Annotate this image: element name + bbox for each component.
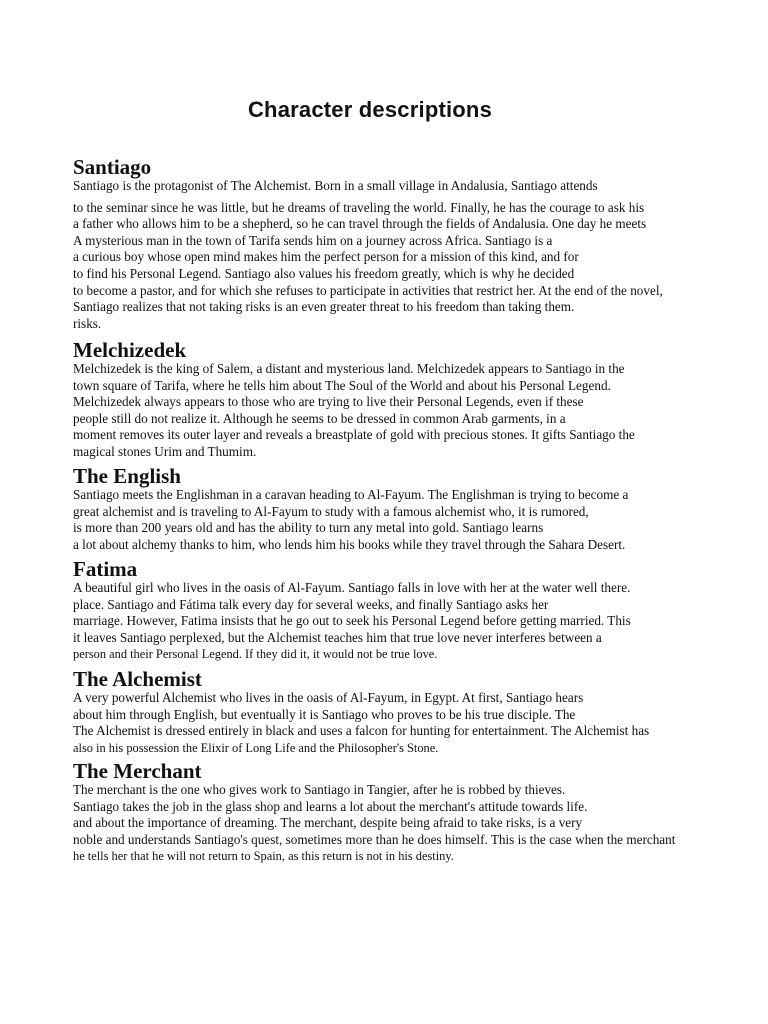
paragraph-line: is more than 200 years old and has the ability to turn any metal into gold. Santiago learns	[73, 520, 544, 536]
paragraph-line: people still do not realize it. Although he seems to be dressed in common Arab garments, in a	[73, 410, 566, 426]
paragraph-line: a father who allows him to be a shepherd, so he can travel through the fields of Andalusia. One day he meets	[73, 216, 647, 232]
paragraph-line: noble and understands Santiago's quest, sometimes more than he does himself. This is the case when the merchant	[73, 831, 676, 847]
paragraph-line: also in his possession the Elixir of Long Life and the Philosopher's Stone.	[73, 740, 439, 755]
paragraph-line: Melchizedek is the king of Salem, a distant and mysterious land. Melchizedek appears to Santiago in the	[73, 361, 625, 376]
paragraph-line: Santiago meets the Englishman in a caravan heading to Al-Fayum. The Englishman is trying to become a	[73, 487, 629, 502]
paragraph-line: moment removes its outer layer and reveals a breastplate of gold with precious stones. It gifts Santiago the	[73, 427, 635, 443]
paragraph-line: a lot about alchemy thanks to him, who lends him his books while they travel through the Sahara Desert.	[73, 536, 626, 552]
page-title: Character descriptions	[247, 97, 493, 122]
paragraph-line: and about the importance of dreaming. The merchant, despite being afraid to take risks, is a very	[73, 815, 583, 831]
paragraph-line: Melchizedek always appears to those who are trying to live their Personal Legends, even if these	[73, 394, 584, 410]
section-the-merchant	[73, 760, 763, 865]
section-santiago	[73, 156, 763, 332]
paragraph-line: The merchant is the one who gives work to Santiago in Tangier, after he is robbed by thieves.	[73, 782, 566, 797]
section-melchizedek	[73, 339, 763, 461]
section-heading: The Merchant	[73, 759, 202, 783]
paragraph-line: to the seminar since he was little, but he dreams of traveling the world. Finally, he has the courage to ask his	[73, 199, 645, 215]
paragraph-line: place. Santiago and Fátima talk every day for several weeks, and finally Santiago asks her	[73, 596, 549, 612]
section-fatima	[73, 558, 763, 663]
section-the-alchemist	[73, 668, 763, 756]
paragraph-line: Santiago realizes that not taking risks is an even greater threat to his freedom than taking them.	[73, 299, 575, 315]
section-heading: Fatima	[73, 557, 138, 581]
paragraph-line: it leaves Santiago perplexed, but the Alchemist teaches him that true love never interferes between a	[73, 629, 602, 645]
paragraph-line: magical stones Urim and Thumim.	[73, 443, 257, 459]
paragraph-line: town square of Tarifa, where he tells him about The Soul of the World and about his Personal Legend.	[73, 377, 611, 393]
paragraph-line: Santiago is the protagonist of The Alchemist. Born in a small village in Andalusia, Santiago attends	[73, 178, 598, 193]
section-heading: Santiago	[73, 155, 152, 179]
paragraph-line: great alchemist and is traveling to Al-Fayum to study with a famous alchemist who, it is rumored,	[73, 503, 589, 519]
paragraph-line: about him through English, but eventually it is Santiago who proves to be his true disciple. The	[73, 706, 576, 722]
section-heading: Melchizedek	[73, 338, 187, 362]
paragraph-line: marriage. However, Fatima insists that he go out to seek his Personal Legend before getting married. This	[73, 613, 631, 629]
paragraph-line: person and their Personal Legend. If they did it, it would not be true love.	[73, 647, 438, 662]
paragraph-line: risks.	[73, 315, 102, 331]
paragraph-line: he tells her that he will not return to Spain, as this return is not in his destiny.	[73, 849, 454, 864]
paragraph-line: to become a pastor, and for which she refuses to participate in activities that restrict her. At the end of the novel,	[73, 282, 663, 298]
paragraph-line: A mysterious man in the town of Tarifa sends him on a journey across Africa. Santiago is a	[73, 232, 553, 248]
paragraph-line: The Alchemist is dressed entirely in black and uses a falcon for hunting for entertainment. The Alchemist has	[73, 723, 650, 739]
section-the-english	[73, 465, 763, 553]
paragraph-line: A beautiful girl who lives in the oasis of Al-Fayum. Santiago falls in love with her at the water well there.	[73, 580, 631, 595]
paragraph-line: a curious boy whose open mind makes him the perfect person for a mission of this kind, and for	[73, 249, 579, 265]
paragraph-line: Santiago takes the job in the glass shop and learns a lot about the merchant's attitude towards life.	[73, 798, 588, 814]
section-heading: The Alchemist	[73, 667, 202, 691]
paragraph-line: to find his Personal Legend. Santiago also values his freedom greatly, which is why he decided	[73, 265, 575, 281]
section-heading: The English	[73, 464, 181, 488]
paragraph-line: A very powerful Alchemist who lives in the oasis of Al-Fayum, in Egypt. At first, Santiago hears	[73, 690, 584, 705]
